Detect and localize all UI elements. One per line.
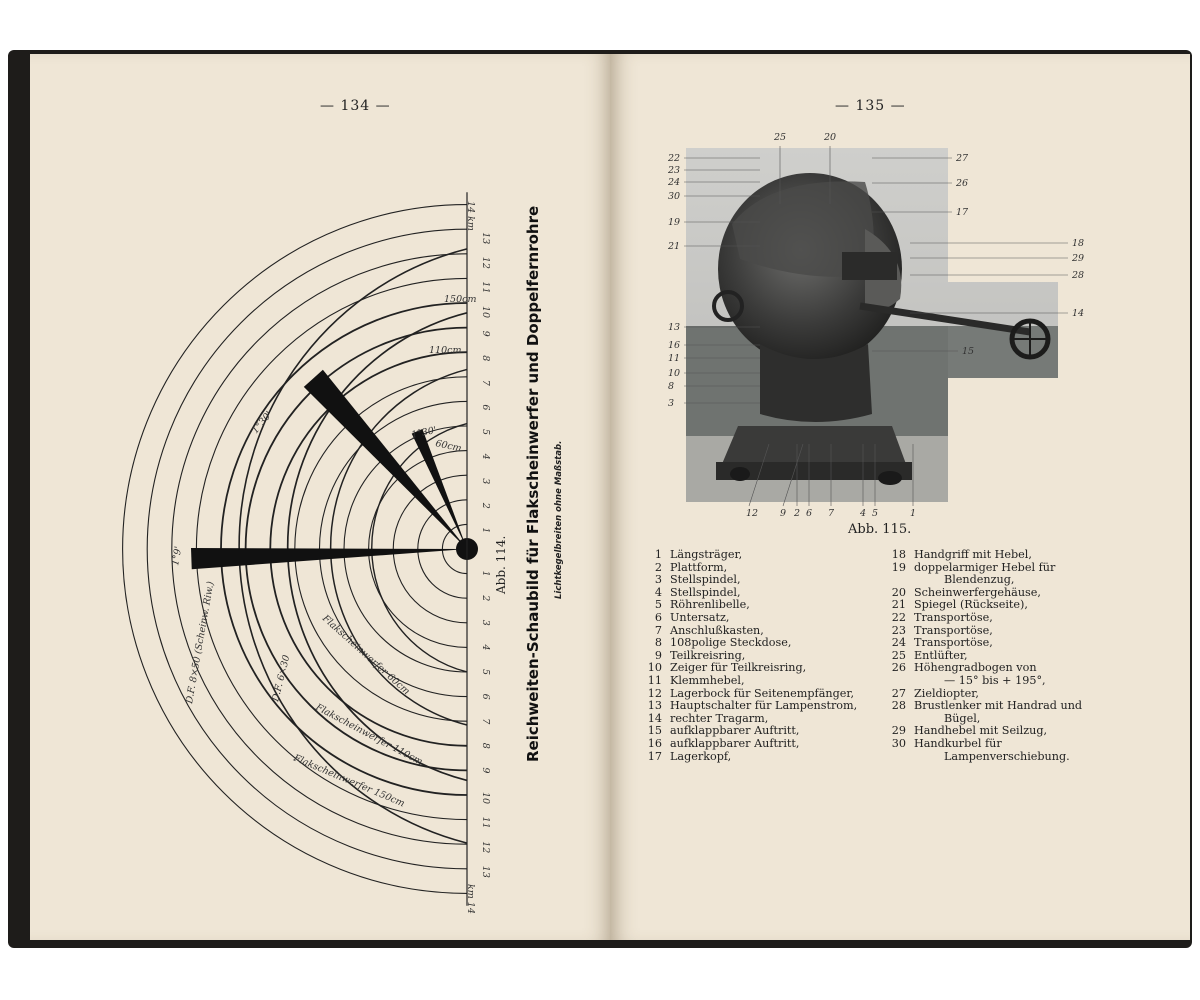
legend-text: Lagerkopf, bbox=[670, 749, 732, 763]
tick-label-bottom: 11 bbox=[480, 816, 491, 829]
callout-number: 25 bbox=[774, 132, 787, 143]
tick-label-top: 4 bbox=[480, 453, 491, 460]
tick-label-top: 5 bbox=[480, 429, 491, 436]
legend-number: 22 bbox=[891, 610, 906, 624]
label-fs110: Flakscheinwerfer 110cm bbox=[313, 701, 425, 768]
callout-number: 11 bbox=[668, 353, 681, 364]
tick-label-bottom: 6 bbox=[480, 693, 491, 700]
legend-row bbox=[640, 637, 857, 650]
tick-label-bottom: 12 bbox=[480, 841, 491, 854]
legend-row bbox=[640, 574, 857, 587]
legend-text: Handhebel mit Seilzug, bbox=[914, 724, 1048, 738]
legend-text: Handgriff mit Hebel, bbox=[914, 548, 1032, 561]
legend-row bbox=[884, 675, 1082, 688]
tick-label-bottom: 10 bbox=[480, 792, 491, 805]
photo bbox=[686, 148, 1058, 502]
tick-label-bottom: 1 bbox=[480, 570, 491, 577]
legend-number: 10 bbox=[647, 661, 662, 675]
legend-number bbox=[884, 675, 906, 688]
label-df850: D.F. 8×50 (Scheinw. Riw.) bbox=[184, 580, 217, 705]
legend-number: 5 bbox=[654, 598, 662, 612]
legend-number: 9 bbox=[654, 648, 662, 662]
tick-label-bottom: 7 bbox=[480, 718, 491, 725]
legend-text: Brustlenker mit Handrad und bbox=[914, 699, 1083, 713]
legend-text: Bügel, bbox=[944, 711, 981, 725]
legend-number bbox=[884, 574, 906, 587]
callout-number: 6 bbox=[806, 508, 813, 519]
legend-text: Zeiger für Teilkreisring, bbox=[670, 661, 807, 675]
legend-number: 30 bbox=[891, 736, 906, 750]
legend-number: 15 bbox=[647, 724, 662, 738]
legend-number: 17 bbox=[647, 749, 662, 763]
legend-text: Anschlußkasten, bbox=[670, 623, 764, 637]
legend-row bbox=[640, 612, 857, 625]
callout-number: 9 bbox=[780, 508, 787, 519]
legend-text: Röhrenlibelle, bbox=[670, 598, 750, 612]
legend-number: 8 bbox=[654, 636, 662, 650]
light-beam bbox=[304, 370, 467, 549]
callout-number: 20 bbox=[824, 132, 837, 143]
callout-number: 15 bbox=[962, 346, 975, 357]
legend-text: Lampenverschiebung. bbox=[944, 749, 1070, 763]
tick-label-bottom: 13 bbox=[480, 865, 491, 878]
light-beam bbox=[191, 548, 467, 569]
page-number-left: — 134 — bbox=[320, 98, 391, 114]
tick-label-top: 6 bbox=[480, 404, 491, 411]
legend-text: Scheinwerfergehäuse, bbox=[914, 585, 1041, 599]
figure-label-115: Abb. 115. bbox=[848, 522, 912, 537]
tick-label-top: 9 bbox=[480, 330, 491, 337]
callout-number: 30 bbox=[668, 191, 681, 202]
label-fs150: Flakscheinwerfer 150cm bbox=[291, 752, 407, 810]
callout-number: 5 bbox=[872, 508, 879, 519]
callout-number: 23 bbox=[668, 165, 681, 176]
legend-number: 11 bbox=[647, 673, 662, 687]
legend-row bbox=[640, 738, 857, 751]
legend-text: Plattform, bbox=[670, 560, 728, 574]
legend-number: 3 bbox=[654, 573, 662, 587]
axis-unit-top: 14 km bbox=[465, 201, 476, 231]
callout-number: 16 bbox=[668, 340, 681, 351]
legend-number: 24 bbox=[891, 636, 906, 650]
beam-label-1: 1°30' bbox=[249, 409, 275, 436]
callout-number: 24 bbox=[668, 177, 681, 188]
right-page bbox=[610, 54, 1190, 940]
legend-row bbox=[884, 612, 1082, 625]
legend-number: 19 bbox=[891, 560, 906, 574]
legend-text: aufklappbarer Auftritt, bbox=[670, 736, 800, 750]
label-150cm: 150cm bbox=[444, 294, 477, 305]
legend-text: — 15° bis + 195°, bbox=[944, 673, 1046, 687]
legend-text: Stellspindel, bbox=[670, 585, 741, 599]
axis-unit-bottom: km 14 bbox=[465, 884, 476, 914]
legend-number: 21 bbox=[891, 598, 906, 612]
label-60cm: 60cm bbox=[434, 438, 463, 455]
tick-label-top: 1 bbox=[480, 527, 491, 534]
page-number-right: — 135 — bbox=[835, 98, 906, 114]
tick-label-top: 7 bbox=[480, 379, 491, 386]
legend-right bbox=[884, 549, 1082, 763]
legend-number: 14 bbox=[647, 711, 662, 725]
callout-number: 3 bbox=[668, 398, 675, 409]
legend-number: 2 bbox=[654, 560, 662, 574]
legend-text: Längsträger, bbox=[670, 548, 743, 561]
beam-label-2: 1°30' bbox=[410, 424, 438, 441]
callout-number: 18 bbox=[1072, 238, 1085, 249]
legend-number: 1 bbox=[654, 548, 662, 561]
callout-number: 8 bbox=[668, 381, 675, 392]
callout-number: 17 bbox=[956, 207, 969, 218]
legend-row bbox=[884, 700, 1082, 713]
legend-text: Lagerbock für Seitenempfänger, bbox=[670, 686, 855, 700]
range-diagram bbox=[30, 54, 612, 940]
legend-row bbox=[884, 751, 1082, 764]
callout-number: 7 bbox=[828, 508, 835, 519]
callout-number: 2 bbox=[794, 508, 801, 519]
callout-number: 12 bbox=[746, 508, 759, 519]
legend-row bbox=[640, 675, 857, 688]
legend-text: Teilkreisring, bbox=[670, 648, 746, 662]
legend-number: 27 bbox=[891, 686, 906, 700]
legend-number: 23 bbox=[891, 623, 906, 637]
legend-number: 29 bbox=[891, 724, 906, 738]
legend-row bbox=[640, 751, 857, 764]
tick-label-top: 2 bbox=[480, 502, 491, 509]
beam-label-3: 1°9' bbox=[170, 545, 185, 567]
tick-label-top: 11 bbox=[480, 281, 491, 294]
legend-text: doppelarmiger Hebel für bbox=[914, 560, 1056, 574]
figure-label-114: Abb. 114. bbox=[494, 535, 508, 594]
tick-label-top: 12 bbox=[480, 256, 491, 269]
left-page bbox=[30, 54, 612, 940]
book-spread bbox=[8, 50, 1192, 948]
figure-title: Reichweiten-Schaubild für Flakscheinwerfer und Doppelfernrohre bbox=[524, 205, 542, 762]
tick-label-bottom: 8 bbox=[480, 742, 491, 749]
legend-text: Transportöse, bbox=[914, 623, 993, 637]
legend-left bbox=[640, 549, 857, 763]
tick-label-bottom: 3 bbox=[480, 619, 491, 626]
legend-number: 16 bbox=[647, 736, 662, 750]
legend-text: Hauptschalter für Lampenstrom, bbox=[670, 699, 858, 713]
searchlight-figure bbox=[610, 54, 1190, 534]
callout-number: 1 bbox=[910, 508, 917, 519]
legend-number: 7 bbox=[654, 623, 662, 637]
legend-row bbox=[884, 574, 1082, 587]
legend-number: 28 bbox=[891, 699, 906, 713]
legend-row bbox=[884, 637, 1082, 650]
tick-label-top: 8 bbox=[480, 355, 491, 362]
tick-label-top: 13 bbox=[480, 232, 491, 245]
callout-number: 21 bbox=[668, 241, 681, 252]
callout-number: 10 bbox=[668, 368, 681, 379]
legend-row bbox=[884, 549, 1082, 562]
legend-row bbox=[640, 549, 857, 562]
legend-text: Handkurbel für bbox=[914, 736, 1002, 750]
legend-number: 20 bbox=[891, 585, 906, 599]
tick-label-bottom: 4 bbox=[480, 644, 491, 651]
legend-row bbox=[640, 700, 857, 713]
callout-number: 28 bbox=[1072, 270, 1085, 281]
figure-subtitle: Lichtkegelbreiten ohne Maßstab. bbox=[554, 440, 564, 599]
callout-number: 14 bbox=[1072, 308, 1085, 319]
callout-number: 19 bbox=[668, 217, 681, 228]
legend-text: Zieldiopter, bbox=[914, 686, 979, 700]
legend-number: 25 bbox=[891, 648, 906, 662]
legend-text: Transportöse, bbox=[914, 610, 993, 624]
legend-number: 18 bbox=[891, 548, 906, 561]
legend-number bbox=[884, 751, 906, 764]
legend-number: 26 bbox=[891, 661, 906, 675]
legend-text: aufklappbarer Auftritt, bbox=[670, 724, 800, 738]
callout-number: 26 bbox=[956, 178, 969, 189]
legend-text: Transportöse, bbox=[914, 636, 993, 650]
label-fs60: Flakscheinwerfer 60cm bbox=[319, 613, 412, 698]
legend-text: Entlüfter, bbox=[914, 648, 968, 662]
legend-number: 12 bbox=[647, 686, 662, 700]
callout-number: 4 bbox=[860, 508, 867, 519]
device-range-arc bbox=[239, 249, 467, 843]
legend-number: 4 bbox=[654, 585, 662, 599]
tick-label-bottom: 9 bbox=[480, 767, 491, 774]
label-df630: D.F. 6×30 bbox=[270, 653, 293, 703]
legend-text: 108polige Steckdose, bbox=[670, 636, 792, 650]
callout-number: 27 bbox=[956, 153, 969, 164]
legend-number: 6 bbox=[654, 610, 662, 624]
tick-label-top: 3 bbox=[480, 478, 491, 485]
legend-text: Klemmhebel, bbox=[670, 673, 745, 687]
legend-text: rechter Tragarm, bbox=[670, 711, 769, 725]
tick-label-bottom: 2 bbox=[480, 595, 491, 602]
legend-number: 13 bbox=[647, 699, 662, 713]
legend-text: Untersatz, bbox=[670, 610, 730, 624]
legend-text: Blendenzug, bbox=[944, 573, 1015, 587]
label-110cm: 110cm bbox=[429, 345, 462, 356]
callout-number: 29 bbox=[1072, 253, 1085, 264]
legend-row bbox=[884, 738, 1082, 751]
tick-label-bottom: 5 bbox=[480, 669, 491, 676]
callout-number: 22 bbox=[668, 153, 681, 164]
tick-label-top: 10 bbox=[480, 306, 491, 319]
legend-text: Höhengradbogen von bbox=[914, 661, 1037, 675]
legend-text: Spiegel (Rückseite), bbox=[914, 598, 1028, 612]
callout-number: 13 bbox=[668, 322, 681, 333]
legend-text: Stellspindel, bbox=[670, 573, 741, 587]
